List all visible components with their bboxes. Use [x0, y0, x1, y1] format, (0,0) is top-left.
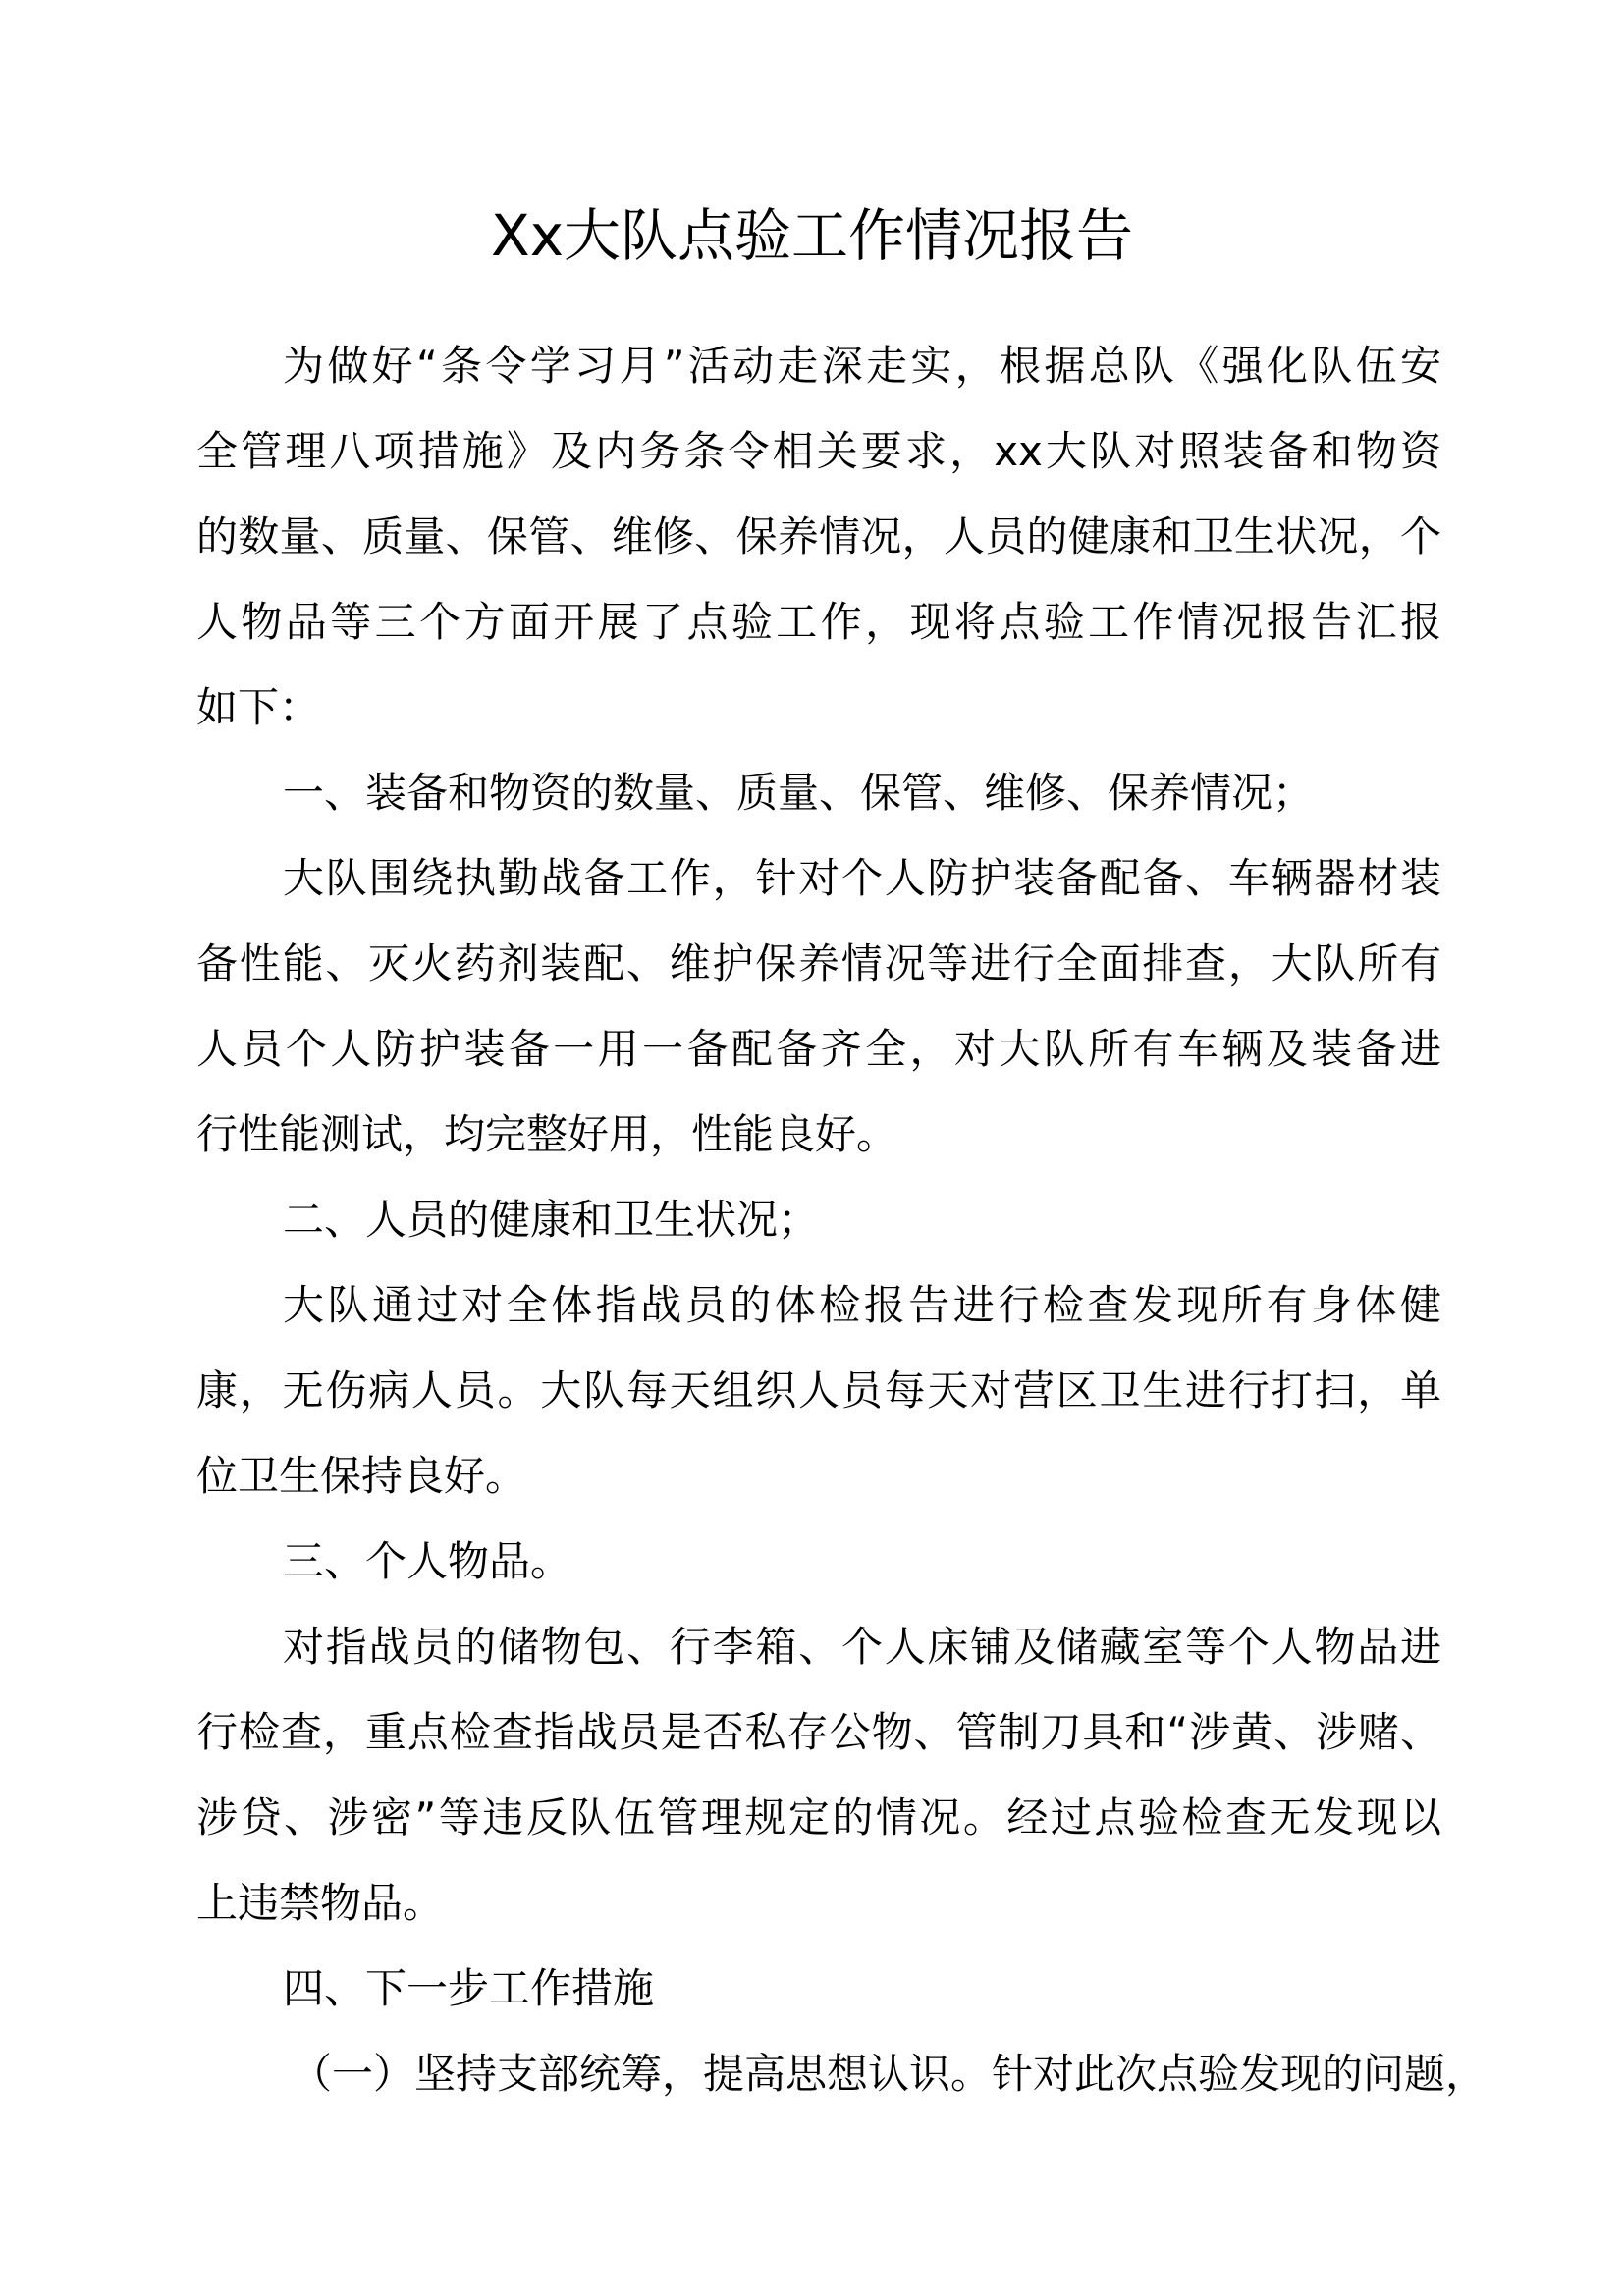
text-line: 二、人员的健康和卫生状况； [283, 1196, 820, 1244]
paragraph [196, 1262, 1441, 1519]
section-heading [196, 750, 1441, 835]
text-line: 大队围绕执勤战备工作，针对个人防护装备配备、车辆器材装 [283, 854, 1441, 902]
text-line: 上违禁物品。 [196, 1879, 445, 1927]
text-line: 四、下一步工作措施 [283, 1964, 655, 2012]
text-line: 位卫生保持良好。 [196, 1452, 527, 1500]
paragraph [196, 323, 1441, 750]
text-line: （一）坚持支部统筹，提高思想认识。针对此次点验发现的问题， [291, 2050, 1488, 2098]
text-line: 人员个人防护装备一用一备配备齐全，对大队所有车辆及装备进 [196, 1025, 1441, 1073]
section-heading [196, 1519, 1441, 1604]
text-line: 备性能、灭火药剂装配、维护保养情况等进行全面排查，大队所有 [196, 939, 1441, 988]
paragraph [196, 835, 1441, 1177]
document-body [196, 323, 1488, 2116]
text-line: 行检查，重点检查指战员是否私存公物、管制刀具和“涉黄、涉赌、 [196, 1708, 1441, 1756]
text-line: 一、装备和物资的数量、质量、保管、维修、保养情况； [283, 769, 1315, 817]
paragraph [196, 1604, 1441, 1946]
document-title: Xx大队点验工作情况报告 [490, 202, 1134, 269]
text-line: 人物品等三个方面开展了点验工作，现将点验工作情况报告汇报 [196, 598, 1441, 646]
text-line: 行性能测试，均完整好用，性能良好。 [196, 1110, 898, 1158]
text-line: 全管理八项措施》及内务条令相关要求，xx大队对照装备和物资 [196, 427, 1441, 475]
text-line: 如下： [196, 683, 321, 731]
section-heading [196, 1177, 1441, 1262]
paragraph [196, 2031, 1488, 2116]
text-line: 涉贷、涉密”等违反队伍管理规定的情况。经过点验检查无发现以 [196, 1793, 1441, 1842]
text-line: 康，无伤病人员。大队每天组织人员每天对营区卫生进行打扫，单 [196, 1366, 1441, 1415]
section-heading [196, 1946, 1441, 2031]
text-line: 的数量、质量、保管、维修、保养情况，人员的健康和卫生状况，个 [196, 512, 1441, 561]
text-line: 对指战员的储物包、行李箱、个人床铺及储藏室等个人物品进 [283, 1623, 1441, 1671]
text-line: 为做好“条令学习月”活动走深走实，根据总队《强化队伍安 [283, 342, 1441, 390]
text-line: 大队通过对全体指战员的体检报告进行检查发现所有身体健 [283, 1281, 1441, 1329]
text-line: 三、个人物品。 [283, 1537, 572, 1585]
